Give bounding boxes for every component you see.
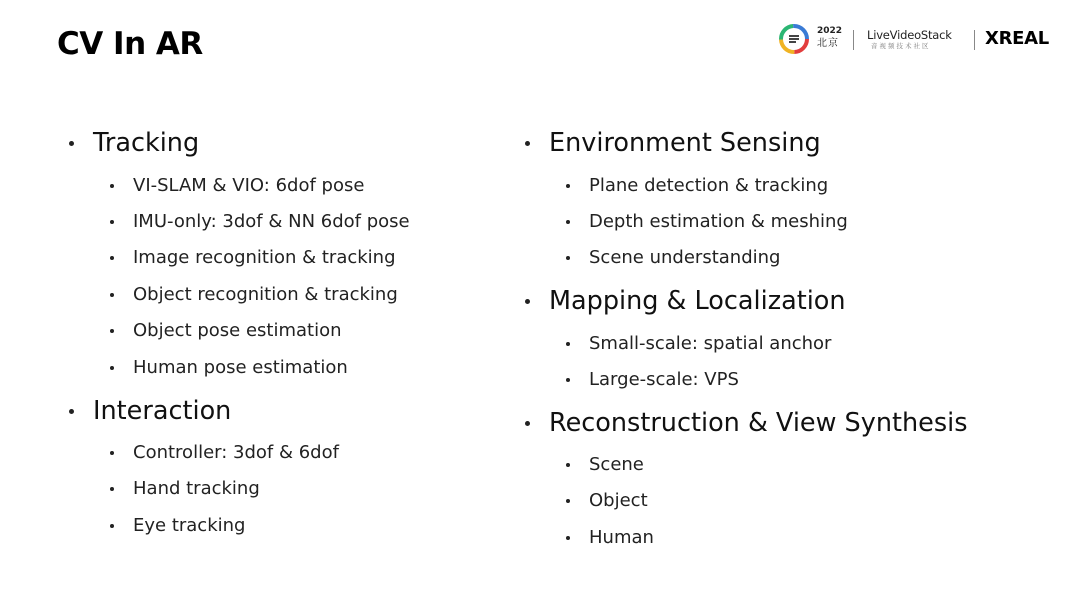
section-heading-text: Tracking <box>93 128 200 158</box>
section-heading-environment-sensing <box>549 126 821 160</box>
bullet-dot <box>525 421 530 426</box>
conference-year: 2022 <box>817 26 843 36</box>
header-divider <box>853 30 854 50</box>
bullet-dot <box>110 329 114 333</box>
list-item <box>133 283 398 307</box>
bullet-dot <box>69 141 74 146</box>
list-item-text: Hand tracking <box>133 478 260 499</box>
list-item-text: VI-SLAM & VIO: 6dof pose <box>133 175 365 196</box>
list-item-text: Object recognition & tracking <box>133 284 398 305</box>
list-item-text: Image recognition & tracking <box>133 247 396 268</box>
bullet-dot <box>566 378 570 382</box>
section-heading-text: Interaction <box>93 396 232 426</box>
bullet-dot <box>110 293 114 297</box>
bullet-dot <box>110 524 114 528</box>
bullet-dot <box>110 487 114 491</box>
bullet-dot <box>566 256 570 260</box>
bullet-dot <box>110 184 114 188</box>
header-divider <box>974 30 975 50</box>
list-item-text: Scene understanding <box>589 247 781 268</box>
section-heading-text: Mapping & Localization <box>549 286 846 316</box>
list-item <box>133 246 396 270</box>
section-heading-tracking <box>93 126 199 160</box>
bullet-dot <box>110 366 114 370</box>
list-item <box>589 210 848 234</box>
header-logos <box>779 22 1059 56</box>
list-item <box>133 210 410 234</box>
community-logo-text: LiveVideoStack <box>867 28 952 42</box>
section-heading-text: Reconstruction & View Synthesis <box>549 408 968 438</box>
list-item-text: Scene <box>589 454 644 475</box>
bullet-dot <box>566 220 570 224</box>
bullet-dot <box>566 499 570 503</box>
list-item <box>133 514 245 538</box>
list-item-text: Object pose estimation <box>133 320 342 341</box>
section-heading-reconstruction-view-synthesis <box>549 406 968 440</box>
bullet-dot <box>566 342 570 346</box>
list-item <box>589 332 831 356</box>
section-heading-text: Environment Sensing <box>549 128 821 158</box>
list-item-text: Controller: 3dof & 6dof <box>133 442 339 463</box>
list-item <box>589 246 780 270</box>
list-item-text: Object <box>589 490 648 511</box>
list-item-text: Plane detection & tracking <box>589 175 829 196</box>
list-item <box>133 319 342 343</box>
community-logo-subtitle: 音视频技术社区 <box>871 42 931 50</box>
bullet-dot <box>110 451 114 455</box>
bullet-dot <box>525 299 530 304</box>
bullet-dot <box>566 536 570 540</box>
bullet-dot <box>566 184 570 188</box>
list-item-text: IMU-only: 3dof & NN 6dof pose <box>133 211 410 232</box>
brand-logo: XREAL <box>985 28 1049 49</box>
list-item <box>133 441 339 465</box>
list-item <box>589 368 739 392</box>
list-item <box>133 356 348 380</box>
list-item <box>589 453 644 477</box>
list-item-text: Eye tracking <box>133 515 246 536</box>
list-item-text: Human pose estimation <box>133 357 348 378</box>
list-item <box>589 174 828 198</box>
list-item-text: Human <box>589 527 654 548</box>
bullet-dot <box>110 256 114 260</box>
conference-logo-icon <box>779 24 809 54</box>
section-heading-mapping-localization <box>549 284 846 318</box>
conference-city: 北京 <box>817 38 839 49</box>
slide-title: CV In AR <box>57 26 203 62</box>
bullet-dot <box>525 141 530 146</box>
bullet-dot <box>110 220 114 224</box>
bullet-dot <box>69 409 74 414</box>
list-item <box>589 526 654 550</box>
list-item <box>133 174 364 198</box>
list-item <box>589 489 648 513</box>
list-item <box>133 477 260 501</box>
list-item-text: Small-scale: spatial anchor <box>589 333 832 354</box>
list-item-text: Depth estimation & meshing <box>589 211 848 232</box>
bullet-dot <box>566 463 570 467</box>
list-item-text: Large-scale: VPS <box>589 369 739 390</box>
section-heading-interaction <box>93 394 231 428</box>
